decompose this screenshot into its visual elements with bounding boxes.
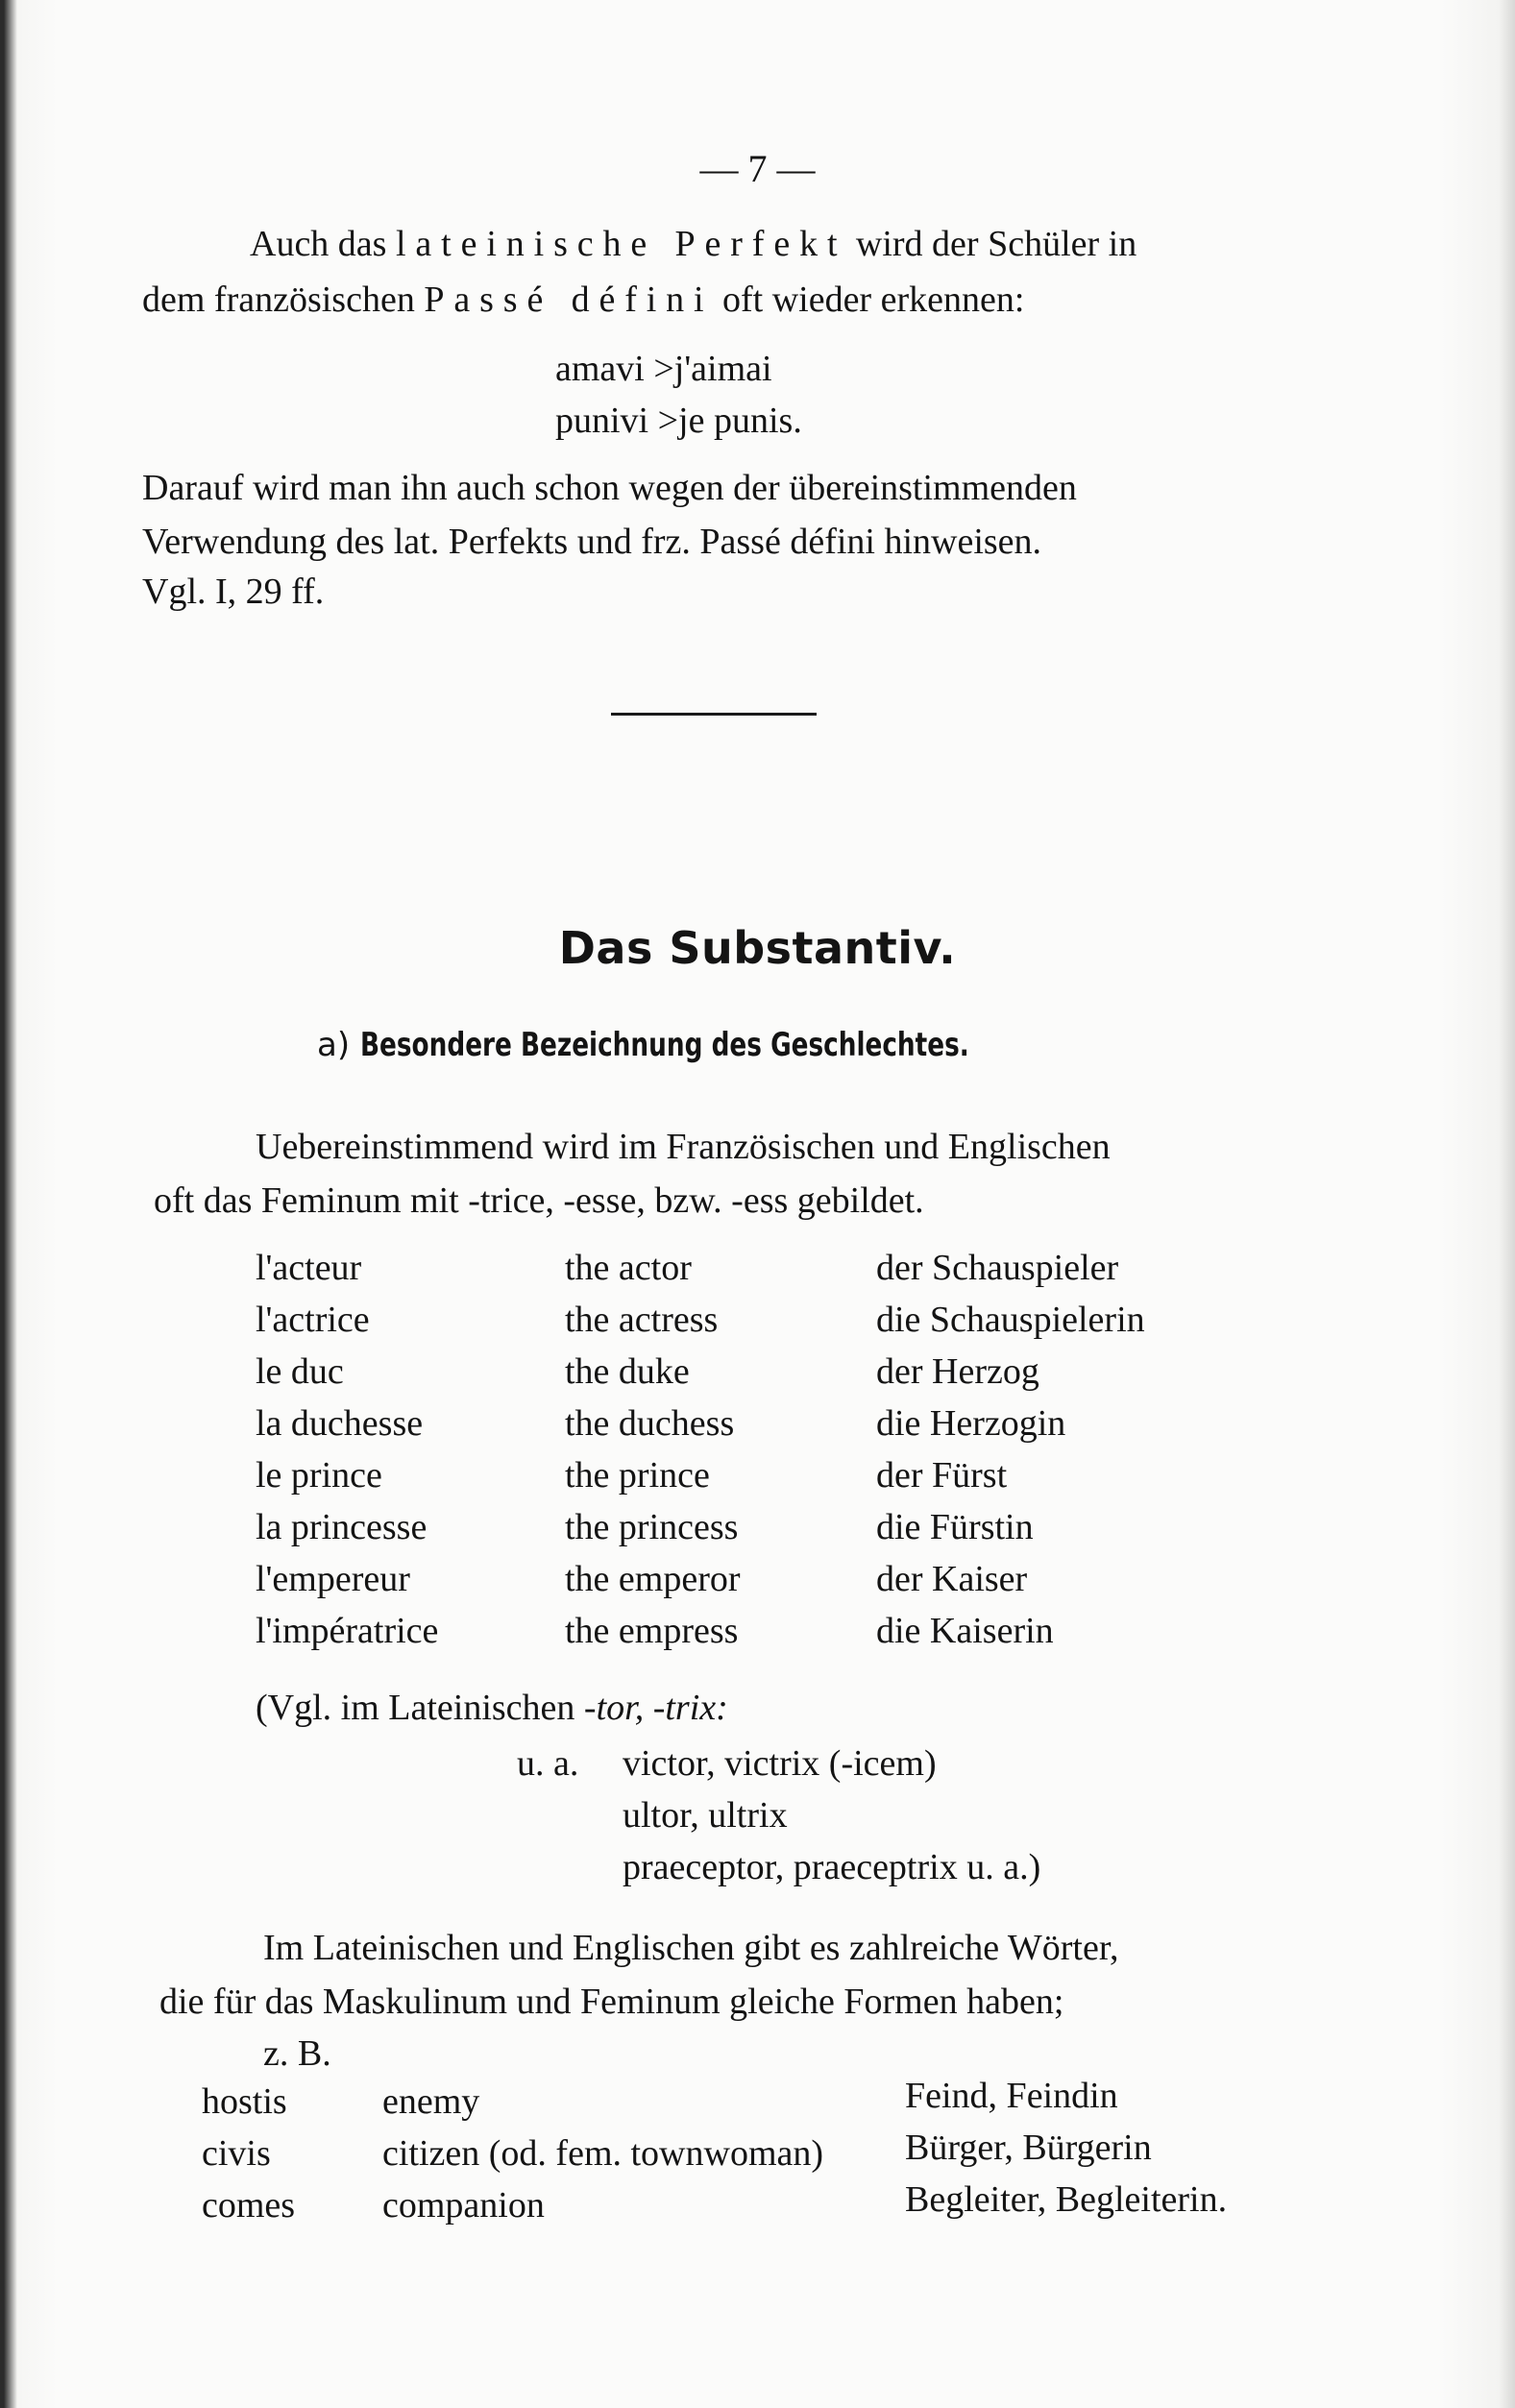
section-title: Das Substantiv. (558, 922, 957, 974)
intro-line-1 (250, 217, 1136, 271)
german-term: der Herzog (876, 1351, 1039, 1392)
german-term: die Herzogin (876, 1403, 1066, 1444)
english-term: citizen (od. fem. townwoman) (382, 2133, 824, 2174)
emphasized-term: lateinische Perfekt (395, 224, 847, 264)
example-amavi: amavi >j'aimai (555, 349, 772, 389)
latin-term: hostis (202, 2081, 287, 2122)
english-term: the prince (565, 1455, 710, 1496)
latin-note-line-4: praeceptor, praeceptrix u. a.) (623, 1847, 1041, 1887)
paragraph-4-line-2: die für das Maskulinum und Feminum gleiche Formen haben; (159, 1982, 1064, 2022)
page-number: — 7 — (699, 147, 816, 190)
paragraph-2-line-3: Vgl. I, 29 ff. (142, 572, 325, 612)
latin-note-line-1 (256, 1687, 728, 1729)
english-term: enemy (382, 2081, 480, 2122)
german-term: die Kaiserin (876, 1611, 1054, 1651)
german-term: Feind, Feindin (905, 2076, 1118, 2116)
paragraph-4-line-3: z. B. (263, 2033, 331, 2074)
intro-line-2 (142, 273, 1024, 327)
english-term: the duke (565, 1351, 690, 1392)
german-term: der Fürst (876, 1455, 1008, 1496)
latin-note-text: (Vgl. im Lateinischen (256, 1688, 575, 1728)
paragraph-2-line-1: Darauf wird man ihn auch schon wegen der übereinstimmenden (142, 468, 1077, 508)
english-term: the empress (565, 1611, 739, 1651)
intro-text: oft wieder erkennen: (721, 280, 1025, 320)
paragraph-3-line-2: oft das Feminum mit -trice, -esse, bzw. -ess gebildet. (154, 1180, 924, 1221)
latin-note-line-3: ultor, ultrix (623, 1795, 788, 1836)
latin-suffixes: -tor, -trix: (583, 1688, 728, 1728)
english-term: the emperor (565, 1559, 741, 1599)
french-term: l'empereur (256, 1559, 410, 1599)
german-term: die Schauspielerin (876, 1300, 1145, 1340)
english-term: the princess (565, 1507, 739, 1547)
english-term: the actor (565, 1248, 692, 1288)
paragraph-2-line-2: Verwendung des lat. Perfekts und frz. Passé défini hinweisen. (142, 522, 1042, 562)
french-term: la duchesse (256, 1403, 424, 1444)
english-term: the actress (565, 1300, 719, 1340)
example-punivi: punivi >je punis. (555, 401, 802, 441)
section-divider (611, 713, 817, 716)
german-term: die Fürstin (876, 1507, 1034, 1547)
french-term: l'actrice (256, 1300, 370, 1340)
latin-term: civis (202, 2133, 271, 2174)
latin-term: comes (202, 2185, 296, 2226)
emphasized-term: Passé défini (424, 280, 714, 320)
french-term: le prince (256, 1455, 382, 1496)
french-term: l'acteur (256, 1248, 362, 1288)
latin-note-line-2: victor, victrix (-icem) (623, 1743, 937, 1784)
german-term: Bürger, Bürgerin (905, 2128, 1152, 2168)
french-term: le duc (256, 1351, 344, 1392)
intro-text: Auch das (250, 224, 387, 264)
german-term: der Kaiser (876, 1559, 1028, 1599)
german-term: der Schauspieler (876, 1248, 1119, 1288)
german-term: Begleiter, Begleiterin. (905, 2179, 1228, 2220)
paragraph-3-line-1: Uebereinstimmend wird im Französischen und Englischen (256, 1127, 1111, 1167)
french-term: la princesse (256, 1507, 428, 1547)
french-term: l'impératrice (256, 1611, 439, 1651)
subsection-marker: a) (317, 1026, 351, 1064)
subsection-heading (317, 1026, 1068, 1064)
intro-text: wird der Schüler in (855, 224, 1137, 264)
intro-text: dem französischen (142, 280, 415, 320)
subsection-title: Besondere Bezeichnung des Geschlechtes. (359, 1026, 969, 1064)
latin-note-prefix: u. a. (517, 1743, 579, 1784)
paragraph-4-line-1: Im Lateinischen und Englischen gibt es zahlreiche Wörter, (263, 1928, 1119, 1968)
english-term: the duchess (565, 1403, 735, 1444)
english-term: companion (382, 2185, 545, 2226)
